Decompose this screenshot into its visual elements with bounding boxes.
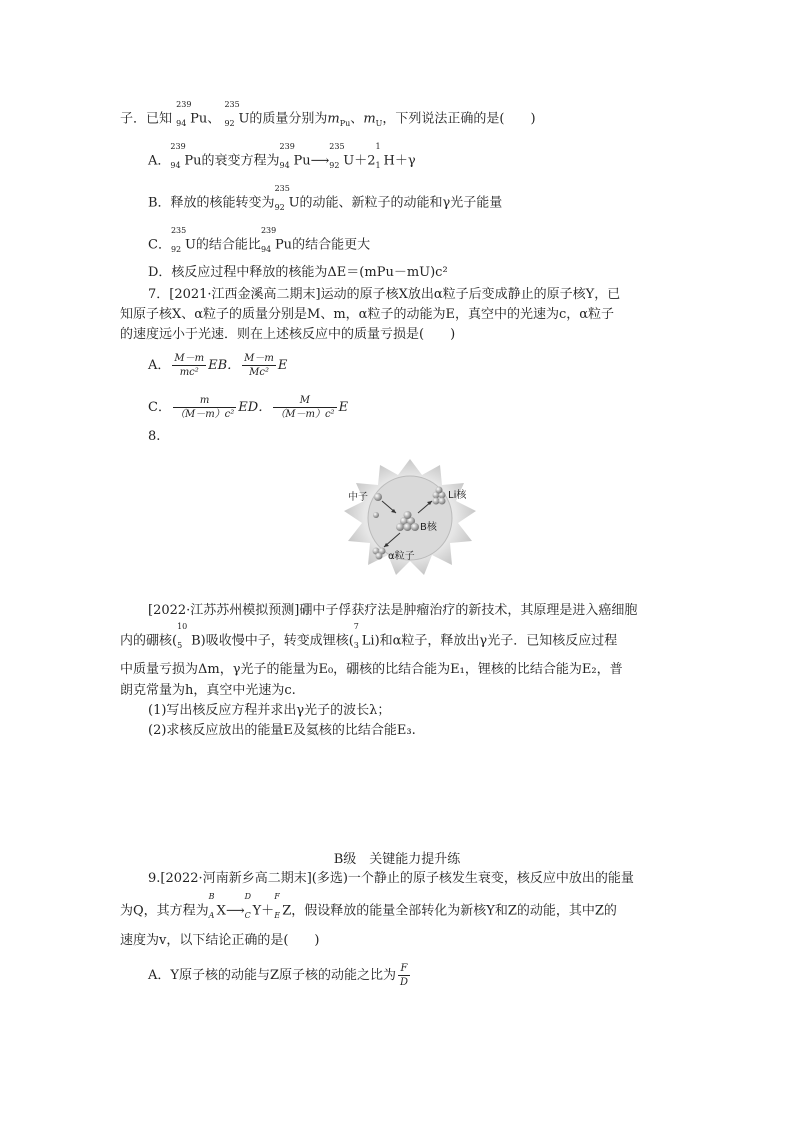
q6-stem: 子．已知 239 94 Pu、 235 92 U的质量分别为$m_{Pu}$、$m_U$，下列说法正确的是( ) [120,100,536,129]
boron-isotope: 10 5 [177,622,188,650]
section-b-heading: B级 关键能力提升练 [333,852,461,867]
q8-number: 8. [148,429,161,444]
q9-line-2: 为Q，其方程为 B A X⟶ D C Y＋ F E Z，假设释放的能量全部转化为新核Y和Z的动能，其中Z的 [120,892,617,920]
reaction-arrow: ⟶ [310,153,330,169]
q7-line-2: 知原子核X、α粒子的质量分别是M、m，α粒子的动能为E，真空中的光速为c，α粒子 [120,307,615,322]
q6-option-a: A． 239 94 Pu的衰变方程为 239 94 Pu⟶ 235 92 U＋2 1 1 H＋γ [148,142,416,170]
lithium-isotope: 7 3 [353,622,359,650]
q8-sub-2: (2)求核反应放出的能量E及氦核的比结合能E₃. [148,723,416,738]
q6-option-d: D．核反应过程中释放的核能为ΔE＝(mPu－mU)c² [148,265,448,280]
small-particle [373,512,379,518]
label-b: B核 [420,522,437,533]
nuclear-reaction-figure [340,455,480,581]
q9-reaction-arrow: ⟶ [225,903,245,919]
label-alpha: α粒子 [388,551,415,562]
q9-frac-a: $\frac{F}{D}$ [400,963,409,988]
q8-line-3: 中质量亏损为Δm，γ光子的能量为E₀，硼核的比结合能为E₁，锂核的比结合能为E₂，普 [120,662,623,677]
q7-frac-c: $\frac{m}{\text{（M－m）c²}}$ [174,395,235,420]
q7-frac-b: $\frac{M-m}{\text{Mc²}}$ [244,353,274,378]
pu-isotope: 239 94 [176,100,192,128]
label-neutron: 中子 [348,492,368,503]
q9-line-1: 9.[2022·河南新乡高二期末](多选)一个静止的原子核发生衰变，核反应中放出的能量 [148,871,634,886]
z-isotope: F E [274,892,281,920]
q7-options-ab: A． $\frac{M-m}{\text{mc²}}$ EB． $\frac{M-m}{\text{Mc²}}$ E [148,353,288,378]
q9-option-a: A．Y原子核的动能与Z原子核的动能之比为 $\frac{F}{D}$ [148,963,409,988]
q6-option-c: C． 235 92 U的结合能比 239 94 Pu的结合能更大 [148,226,371,254]
q8-sub-1: (1)写出核反应方程并求出γ光子的波长λ； [148,703,391,718]
q8-line-2: 内的硼核( 10 5 B)吸收慢中子，转变成锂核( 7 3 Li)和α粒子，释放出γ光子．已知核反应过程 [120,622,618,650]
q6-lead: 子．已知 [120,111,173,127]
label-li: Li核 [448,490,467,501]
q6-option-b: B．释放的核能转变为 235 92 U的动能、新粒子的动能和γ光子能量 [148,184,503,212]
q7-options-cd: C． $\frac{m}{\text{（M－m）c²}}$ ED． $\frac{M}{\text{（M－m）c²}}$ E [148,395,349,420]
u-isotope: 235 92 [224,100,240,128]
q9-line-3: 速度为v，以下结论正确的是( ) [120,933,320,948]
q7-line-1: 7．[2021·江西金溪高二期末]运动的原子核X放出α粒子后变成静止的原子核Y，已 [148,287,621,302]
q8-line-4: 朗克常量为h，真空中光速为c. [120,683,296,698]
y-isotope: D C [244,892,251,920]
q7-line-3: 的速度远小于光速．则在上述核反应中的质量亏损是( ) [120,327,456,342]
q8-line-1: [2022·江苏苏州模拟预测]硼中子俘获疗法是肿瘤治疗的新技术，其原理是进入癌细胞 [148,603,638,618]
q7-frac-d: $\frac{M}{\text{（M－m）c²}}$ [275,395,335,420]
q7-frac-a: $\frac{M-m}{\text{mc²}}$ [174,353,205,378]
neutron-ball [374,493,382,501]
x-isotope: B A [208,892,215,920]
